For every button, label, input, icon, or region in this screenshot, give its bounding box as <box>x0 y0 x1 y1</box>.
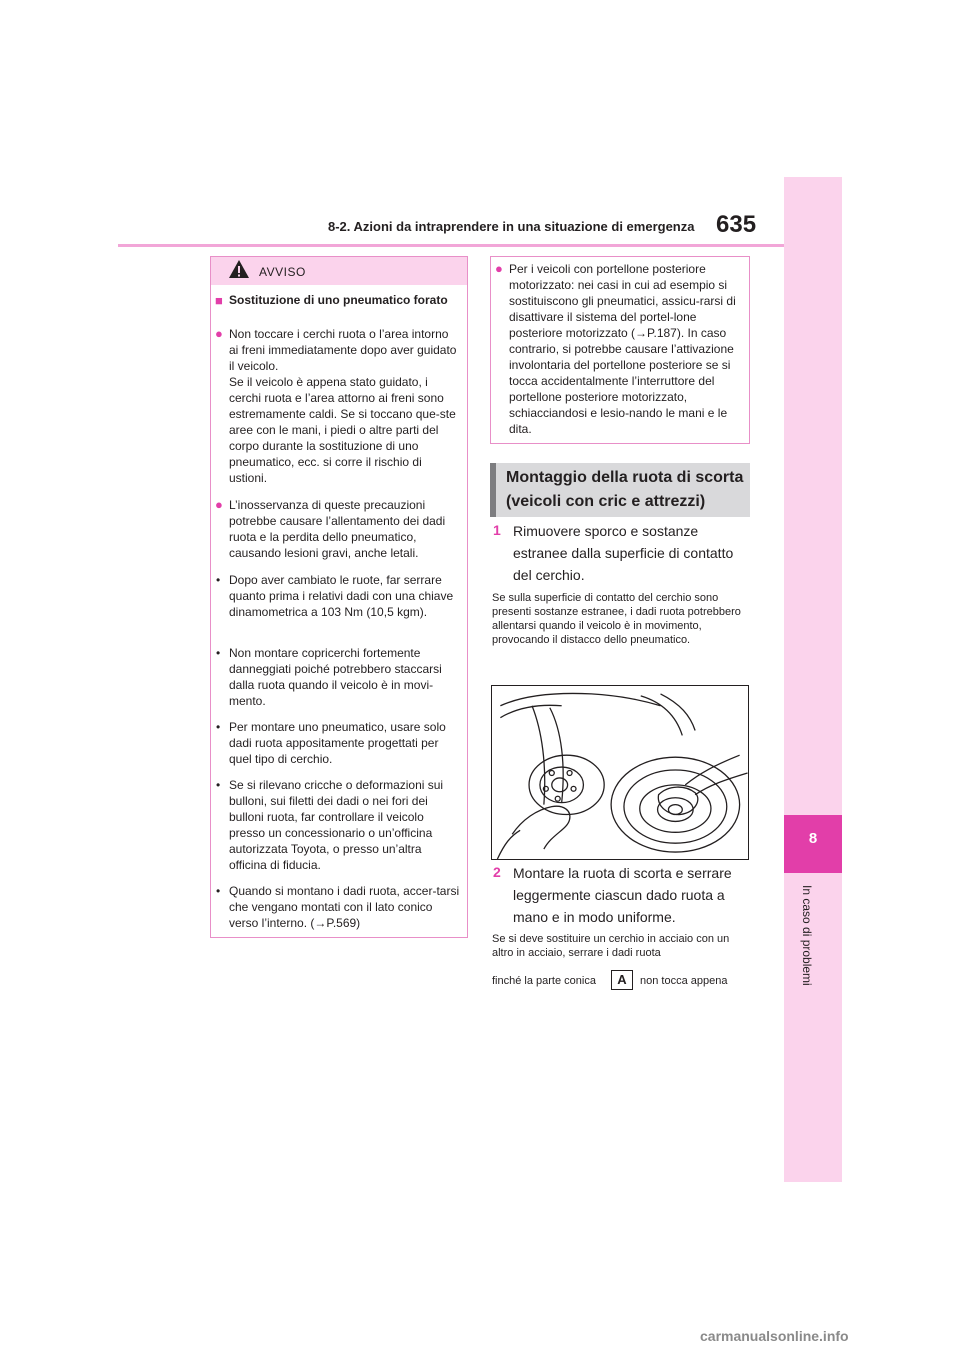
list-dot-icon: • <box>216 646 221 660</box>
warning-label: AVVISO <box>259 265 306 279</box>
step-note-continued: finché la parte conica <box>492 975 596 987</box>
step-text: Montare la ruota di scorta e serrare leggermente ciascun dado ruota a mano e in modo uniforme. <box>513 865 732 925</box>
tailgate-note: Per i veicoli con portellone posteriore motorizzato: nei casi in cui ad esempio si sostituiscono gli pneumatici, assicu-rarsi di disattivare il sistema del portel-lone posteriore motorizzato (→P.187). In caso contrario, si potrebbe causare l’attivazione involontaria del portellone posteriore se si tocca accidentalmente l’interruttore del portellone posteriore motorizzato, schiacciandosi e lesio-nando le mani e le dita. <box>509 262 736 436</box>
round-bullet-icon: ● <box>495 261 503 276</box>
section-heading: Montaggio della ruota di scorta (veicoli con cric e attrezzi) <box>506 469 744 510</box>
square-bullet-icon: ■ <box>215 293 223 308</box>
warning-list-item: Per montare uno pneumatico, usare solo dadi ruota appositamente progettati per quel tipo di cerchio. <box>229 720 446 766</box>
warning-triangle-icon <box>228 259 250 279</box>
page-number: 635 <box>716 211 757 238</box>
chapter-title: In caso di problemi <box>800 885 814 986</box>
callout-label-a: A <box>611 970 633 990</box>
header-rule <box>118 244 784 247</box>
warning-list-item: Se si rilevano cricche o deformazioni sui bulloni, sui filetti dei dadi o nei fori dei bulloni ruota, far controllare il veicolo presso un concessionario o un’officina autorizzata Toyota, o presso un’altra officina di fiducia. <box>229 778 444 872</box>
wheel-cleaning-illustration <box>491 685 749 860</box>
step-number: 1 <box>493 522 501 538</box>
list-dot-icon: • <box>216 573 221 587</box>
warning-list-item: Dopo aver cambiato le ruote, far serrare quanto prima i relativi dadi con una chiave dinamometrica a 103 Nm (10,5 kgm). <box>229 573 454 619</box>
warning-bullet: L’inosservanza di queste precauzioni potrebbe causare l’allentamento dei dadi ruota e la perdita dello pneumatico, causando lesioni gravi, anche letali. <box>229 498 446 560</box>
section-title: 8-2. Azioni da intraprendere in una situazione di emergenza <box>328 219 695 234</box>
list-dot-icon: • <box>216 778 221 792</box>
warning-list-item: Non montare copricerchi fortemente danneggiati poiché potrebbero staccarsi dalla ruota quando il veicolo è in movi-mento. <box>229 646 442 708</box>
step-text: Rimuovere sporco e sostanze estranee dalla superficie di contatto del cerchio. <box>513 523 734 583</box>
step-note-continued: non tocca appena <box>640 975 728 987</box>
list-dot-icon: • <box>216 720 221 734</box>
round-bullet-icon: ● <box>215 497 223 512</box>
chapter-number: 8 <box>808 830 818 847</box>
warning-list-item: Quando si montano i dadi ruota, accer-tarsi che vengano montati con il lato conico verso l’interno. (→P.569) <box>229 884 460 930</box>
step-note: Se si deve sostituire un cerchio in acciaio con un altro in acciaio, serrare i dadi ruota <box>492 933 730 959</box>
chapter-side-tab <box>784 177 842 1182</box>
warning-heading: Sostituzione di uno pneumatico forato <box>229 293 448 307</box>
step-note: Se sulla superficie di contatto del cerchio sono presenti sostanze estranee, i dadi ruota potrebbero allentarsi quando il veicolo è in movimento, provocando il distacco dello pneumatico. <box>492 592 741 646</box>
section-heading-bar <box>490 463 496 517</box>
watermark: carmanualsonline.info <box>700 1328 849 1344</box>
warning-bullet: Non toccare i cerchi ruota o l’area intorno ai freni immediatamente dopo aver guidato il veicolo. Se il veicolo è appena stato guidato, i cerchi ruota e l’area attorno ai freni sono estremamente caldi. Se si toccano que-ste aree con le mani, i piedi o altre parti del corpo durante la sostituzione di uno pneumatico, ecc. si corre il rischio di ustioni. <box>229 327 457 485</box>
list-dot-icon: • <box>216 884 221 898</box>
round-bullet-icon: ● <box>215 326 223 341</box>
step-number: 2 <box>493 864 501 880</box>
